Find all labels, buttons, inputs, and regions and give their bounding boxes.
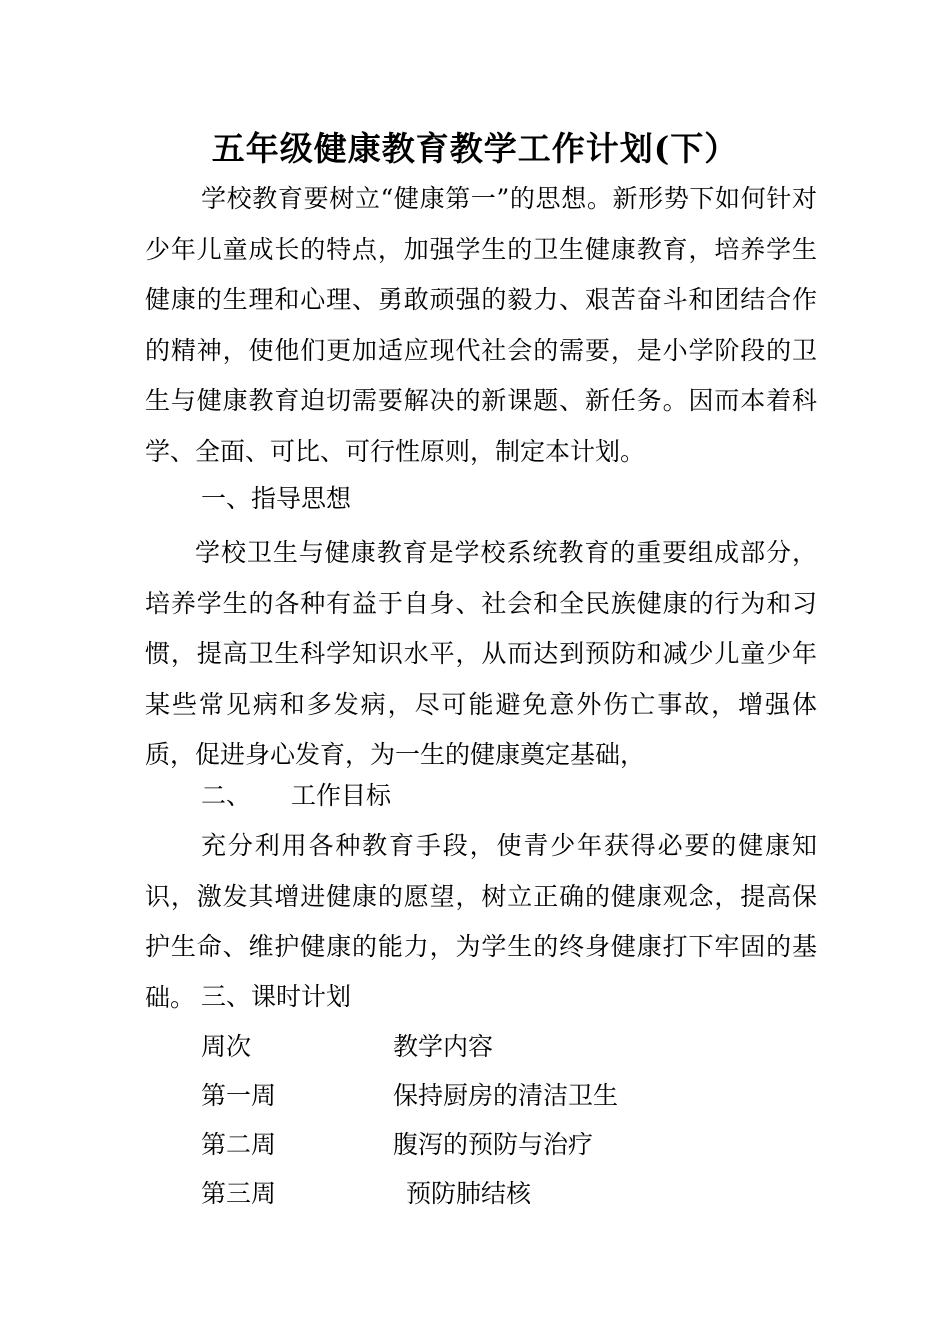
section-heading-number: 二、 [201, 781, 252, 810]
schedule-week-cell: 第一周 [201, 1081, 277, 1110]
schedule-row [201, 1120, 801, 1170]
section-heading-guiding-ideology: 一、指导思想 [201, 484, 352, 513]
schedule-row [201, 1169, 801, 1219]
section-heading-lesson-plan: 三、课时计划 [201, 982, 352, 1011]
section-heading-text: 工作目标 [291, 781, 392, 810]
schedule-header-content: 教学内容 [393, 1032, 494, 1061]
work-goals-paragraph: 充分利用各种教育手段，使青少年获得必要的健康知识，激发其增进健康的愿望，树立正确的健康观念，提高保护生命、维护健康的能力，为学生的终身健康打下牢固的基础。 [145, 831, 817, 1012]
schedule-week-cell: 第三周 [201, 1179, 277, 1208]
guiding-ideology-paragraph: 学校卫生与健康教育是学校系统教育的重要组成部分，培养学生的各种有益于自身、社会和全民族健康的行为和习惯，提高卫生科学知识水平，从而达到预防和减少儿童少年某些常见病和多发病，尽可能避免意外伤亡事故，增强体质，促进身心发育，为一生的健康奠定基础， [145, 538, 817, 769]
schedule-row [201, 1071, 801, 1121]
schedule-header-row [201, 1022, 801, 1072]
schedule-content-cell: 腹泻的预防与治疗 [393, 1130, 594, 1159]
intro-paragraph: 学校教育要树立“健康第一”的思想。新形势下如何针对少年儿童成长的特点，加强学生的卫生健康教育，培养学生健康的生理和心理、勇敢顽强的毅力、艰苦奋斗和团结合作的精神，使他们更加适应现代社会的需要，是小学阶段的卫生与健康教育迫切需要解决的新课题、新任务。因而本着科学、全面、可比、可行性原则，制定本计划。 [145, 184, 817, 466]
schedule-content-cell: 预防肺结核 [406, 1179, 532, 1208]
document-title: 五年级健康教育教学工作计划(下） [211, 129, 739, 168]
section-heading-work-goals [201, 771, 391, 821]
schedule-week-cell: 第二周 [201, 1130, 277, 1159]
schedule-content-cell: 保持厨房的清洁卫生 [393, 1081, 619, 1110]
schedule-header-week: 周次 [201, 1032, 252, 1061]
